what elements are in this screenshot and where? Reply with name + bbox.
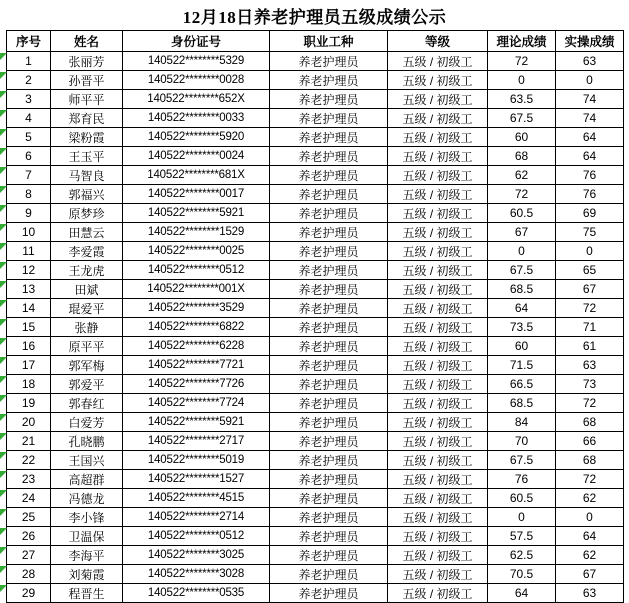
cell-practice: 65 — [556, 261, 624, 280]
cell-name: 孔晓鹏 — [51, 432, 123, 451]
cell-name: 王龙虎 — [51, 261, 123, 280]
table-row — [7, 337, 624, 356]
cell-theory: 68.5 — [488, 394, 556, 413]
cell-job: 养老护理员 — [270, 204, 388, 223]
cell-job: 养老护理员 — [270, 261, 388, 280]
cell-job: 养老护理员 — [270, 546, 388, 565]
cell-index: 4 — [7, 109, 51, 128]
cell-theory: 62.5 — [488, 546, 556, 565]
table-row — [7, 242, 624, 261]
cell-level: 五级 / 初级工 — [388, 204, 488, 223]
cell-practice: 0 — [556, 242, 624, 261]
cell-practice: 76 — [556, 166, 624, 185]
cell-level: 五级 / 初级工 — [388, 71, 488, 90]
cell-index: 3 — [7, 90, 51, 109]
table-row — [7, 546, 624, 565]
cell-job: 养老护理员 — [270, 489, 388, 508]
cell-index: 21 — [7, 432, 51, 451]
cell-name: 张丽芳 — [51, 52, 123, 71]
cell-index: 24 — [7, 489, 51, 508]
table-row — [7, 128, 624, 147]
cell-name: 郭军梅 — [51, 356, 123, 375]
cell-level: 五级 / 初级工 — [388, 109, 488, 128]
cell-index: 16 — [7, 337, 51, 356]
cell-practice: 0 — [556, 71, 624, 90]
table-header — [7, 31, 624, 52]
cell-job: 养老护理员 — [270, 527, 388, 546]
cell-index: 12 — [7, 261, 51, 280]
table-row — [7, 71, 624, 90]
cell-level: 五级 / 初级工 — [388, 527, 488, 546]
cell-level: 五级 / 初级工 — [388, 565, 488, 584]
cell-practice: 76 — [556, 185, 624, 204]
cell-level: 五级 / 初级工 — [388, 223, 488, 242]
results-table — [6, 30, 624, 603]
cell-name: 李小锋 — [51, 508, 123, 527]
cell-id: 140522********3025 — [123, 546, 270, 565]
cell-level: 五级 / 初级工 — [388, 375, 488, 394]
table-row — [7, 318, 624, 337]
table-row — [7, 52, 624, 71]
table-row — [7, 489, 624, 508]
cell-level: 五级 / 初级工 — [388, 185, 488, 204]
cell-level: 五级 / 初级工 — [388, 451, 488, 470]
cell-level: 五级 / 初级工 — [388, 280, 488, 299]
cell-theory: 64 — [488, 584, 556, 603]
table-row — [7, 166, 624, 185]
cell-name: 卫温保 — [51, 527, 123, 546]
cell-id: 140522********2714 — [123, 508, 270, 527]
table-row — [7, 413, 624, 432]
document-title-row — [0, 0, 629, 30]
table-row — [7, 90, 624, 109]
cell-job: 养老护理员 — [270, 432, 388, 451]
cell-job: 养老护理员 — [270, 413, 388, 432]
cell-name: 高超群 — [51, 470, 123, 489]
cell-practice: 64 — [556, 128, 624, 147]
cell-practice: 68 — [556, 413, 624, 432]
cell-name: 原梦珍 — [51, 204, 123, 223]
cell-id: 140522********5920 — [123, 128, 270, 147]
cell-id: 140522********0512 — [123, 261, 270, 280]
cell-index: 9 — [7, 204, 51, 223]
cell-job: 养老护理员 — [270, 584, 388, 603]
cell-index: 20 — [7, 413, 51, 432]
cell-practice: 64 — [556, 147, 624, 166]
cell-job: 养老护理员 — [270, 185, 388, 204]
page-title: 12月18日养老护理员五级成绩公示 — [182, 7, 447, 27]
cell-level: 五级 / 初级工 — [388, 128, 488, 147]
cell-index: 17 — [7, 356, 51, 375]
cell-job: 养老护理员 — [270, 90, 388, 109]
cell-name: 冯德龙 — [51, 489, 123, 508]
cell-name: 程晋生 — [51, 584, 123, 603]
cell-job: 养老护理员 — [270, 375, 388, 394]
table-body — [7, 52, 624, 603]
table-row — [7, 508, 624, 527]
cell-index: 18 — [7, 375, 51, 394]
cell-id: 140522********0535 — [123, 584, 270, 603]
cell-id: 140522********0017 — [123, 185, 270, 204]
cell-index: 6 — [7, 147, 51, 166]
cell-id: 140522********7726 — [123, 375, 270, 394]
cell-theory: 62 — [488, 166, 556, 185]
cell-theory: 0 — [488, 71, 556, 90]
cell-name: 张静 — [51, 318, 123, 337]
cell-theory: 84 — [488, 413, 556, 432]
cell-practice: 66 — [556, 432, 624, 451]
cell-level: 五级 / 初级工 — [388, 546, 488, 565]
cell-job: 养老护理员 — [270, 470, 388, 489]
cell-level: 五级 / 初级工 — [388, 584, 488, 603]
cell-practice: 64 — [556, 527, 624, 546]
cell-name: 马智良 — [51, 166, 123, 185]
cell-name: 田斌 — [51, 280, 123, 299]
cell-id: 140522********5921 — [123, 204, 270, 223]
cell-practice: 74 — [556, 109, 624, 128]
cell-job: 养老护理员 — [270, 508, 388, 527]
cell-id: 140522********7724 — [123, 394, 270, 413]
cell-job: 养老护理员 — [270, 337, 388, 356]
cell-index: 23 — [7, 470, 51, 489]
table-row — [7, 394, 624, 413]
cell-practice: 61 — [556, 337, 624, 356]
cell-index: 22 — [7, 451, 51, 470]
cell-index: 13 — [7, 280, 51, 299]
cell-practice: 67 — [556, 565, 624, 584]
cell-name: 刘菊霞 — [51, 565, 123, 584]
cell-level: 五级 / 初级工 — [388, 356, 488, 375]
cell-practice: 71 — [556, 318, 624, 337]
cell-practice: 63 — [556, 52, 624, 71]
cell-level: 五级 / 初级工 — [388, 508, 488, 527]
cell-index: 7 — [7, 166, 51, 185]
cell-practice: 62 — [556, 489, 624, 508]
cell-theory: 72 — [488, 185, 556, 204]
cell-practice: 69 — [556, 204, 624, 223]
cell-job: 养老护理员 — [270, 71, 388, 90]
cell-id: 140522********6822 — [123, 318, 270, 337]
cell-theory: 68 — [488, 147, 556, 166]
cell-name: 郑育民 — [51, 109, 123, 128]
table-row — [7, 356, 624, 375]
table-header-row — [7, 31, 624, 52]
cell-index: 2 — [7, 71, 51, 90]
cell-job: 养老护理员 — [270, 451, 388, 470]
table-row — [7, 565, 624, 584]
table-row — [7, 527, 624, 546]
table-row — [7, 584, 624, 603]
cell-job: 养老护理员 — [270, 147, 388, 166]
cell-theory: 60.5 — [488, 489, 556, 508]
cell-index: 10 — [7, 223, 51, 242]
cell-name: 王国兴 — [51, 451, 123, 470]
cell-index: 15 — [7, 318, 51, 337]
cell-practice: 72 — [556, 394, 624, 413]
cell-theory: 73.5 — [488, 318, 556, 337]
cell-practice: 63 — [556, 356, 624, 375]
cell-practice: 63 — [556, 584, 624, 603]
cell-practice: 67 — [556, 280, 624, 299]
column-header-name: 姓名 — [51, 31, 123, 52]
cell-job: 养老护理员 — [270, 128, 388, 147]
cell-theory: 60 — [488, 128, 556, 147]
cell-theory: 57.5 — [488, 527, 556, 546]
cell-index: 29 — [7, 584, 51, 603]
table-row — [7, 223, 624, 242]
cell-name: 琨爱平 — [51, 299, 123, 318]
cell-level: 五级 / 初级工 — [388, 394, 488, 413]
cell-job: 养老护理员 — [270, 356, 388, 375]
cell-practice: 72 — [556, 470, 624, 489]
cell-practice: 0 — [556, 508, 624, 527]
cell-theory: 60.5 — [488, 204, 556, 223]
cell-level: 五级 / 初级工 — [388, 318, 488, 337]
cell-job: 养老护理员 — [270, 242, 388, 261]
cell-theory: 67.5 — [488, 261, 556, 280]
cell-name: 郭春红 — [51, 394, 123, 413]
cell-theory: 67.5 — [488, 109, 556, 128]
column-header-practice: 实操成绩 — [556, 31, 624, 52]
table-row — [7, 261, 624, 280]
cell-theory: 63.5 — [488, 90, 556, 109]
cell-theory: 70.5 — [488, 565, 556, 584]
cell-id: 140522********2717 — [123, 432, 270, 451]
cell-index: 14 — [7, 299, 51, 318]
cell-level: 五级 / 初级工 — [388, 489, 488, 508]
cell-name: 田慧云 — [51, 223, 123, 242]
cell-id: 140522********5329 — [123, 52, 270, 71]
table-row — [7, 109, 624, 128]
table-row — [7, 299, 624, 318]
cell-index: 5 — [7, 128, 51, 147]
cell-name: 郭爱平 — [51, 375, 123, 394]
cell-name: 原平平 — [51, 337, 123, 356]
cell-job: 养老护理员 — [270, 565, 388, 584]
cell-name: 梁粉霞 — [51, 128, 123, 147]
cell-name: 郭福兴 — [51, 185, 123, 204]
table-row — [7, 375, 624, 394]
cell-id: 140522********001X — [123, 280, 270, 299]
cell-index: 8 — [7, 185, 51, 204]
table-row — [7, 147, 624, 166]
cell-id: 140522********7721 — [123, 356, 270, 375]
cell-job: 养老护理员 — [270, 318, 388, 337]
cell-id: 140522********0024 — [123, 147, 270, 166]
cell-index: 11 — [7, 242, 51, 261]
cell-job: 养老护理员 — [270, 166, 388, 185]
cell-id: 140522********3529 — [123, 299, 270, 318]
cell-job: 养老护理员 — [270, 223, 388, 242]
cell-name: 白爱芳 — [51, 413, 123, 432]
cell-name: 李海平 — [51, 546, 123, 565]
cell-level: 五级 / 初级工 — [388, 337, 488, 356]
cell-name: 师平平 — [51, 90, 123, 109]
cell-id: 140522********681X — [123, 166, 270, 185]
cell-name: 李爱霞 — [51, 242, 123, 261]
cell-level: 五级 / 初级工 — [388, 166, 488, 185]
cell-job: 养老护理员 — [270, 280, 388, 299]
cell-job: 养老护理员 — [270, 109, 388, 128]
cell-id: 140522********0025 — [123, 242, 270, 261]
cell-index: 1 — [7, 52, 51, 71]
cell-practice: 72 — [556, 299, 624, 318]
cell-level: 五级 / 初级工 — [388, 90, 488, 109]
cell-id: 140522********0512 — [123, 527, 270, 546]
cell-theory: 64 — [488, 299, 556, 318]
table-row — [7, 432, 624, 451]
table-row — [7, 185, 624, 204]
cell-id: 140522********1527 — [123, 470, 270, 489]
cell-id: 140522********5921 — [123, 413, 270, 432]
cell-theory: 76 — [488, 470, 556, 489]
cell-id: 140522********0028 — [123, 71, 270, 90]
cell-theory: 71.5 — [488, 356, 556, 375]
cell-level: 五级 / 初级工 — [388, 147, 488, 166]
cell-level: 五级 / 初级工 — [388, 432, 488, 451]
cell-practice: 62 — [556, 546, 624, 565]
cell-practice: 68 — [556, 451, 624, 470]
cell-level: 五级 / 初级工 — [388, 261, 488, 280]
cell-id: 140522********1529 — [123, 223, 270, 242]
cell-index: 19 — [7, 394, 51, 413]
cell-job: 养老护理员 — [270, 299, 388, 318]
cell-theory: 66.5 — [488, 375, 556, 394]
cell-practice: 75 — [556, 223, 624, 242]
cell-practice: 74 — [556, 90, 624, 109]
cell-job: 养老护理员 — [270, 394, 388, 413]
cell-theory: 70 — [488, 432, 556, 451]
column-header-level: 等级 — [388, 31, 488, 52]
table-row — [7, 451, 624, 470]
table-row — [7, 470, 624, 489]
cell-level: 五级 / 初级工 — [388, 52, 488, 71]
cell-level: 五级 / 初级工 — [388, 242, 488, 261]
cell-name: 王玉平 — [51, 147, 123, 166]
cell-id: 140522********6228 — [123, 337, 270, 356]
cell-theory: 67.5 — [488, 451, 556, 470]
cell-index: 27 — [7, 546, 51, 565]
cell-job: 养老护理员 — [270, 52, 388, 71]
cell-theory: 0 — [488, 508, 556, 527]
cell-theory: 0 — [488, 242, 556, 261]
cell-id: 140522********3028 — [123, 565, 270, 584]
cell-level: 五级 / 初级工 — [388, 413, 488, 432]
cell-id: 140522********0033 — [123, 109, 270, 128]
cell-theory: 67 — [488, 223, 556, 242]
cell-level: 五级 / 初级工 — [388, 299, 488, 318]
column-header-id: 身份证号 — [123, 31, 270, 52]
cell-index: 26 — [7, 527, 51, 546]
cell-name: 孙晋平 — [51, 71, 123, 90]
column-header-job: 职业工种 — [270, 31, 388, 52]
cell-id: 140522********5019 — [123, 451, 270, 470]
table-row — [7, 280, 624, 299]
cell-index: 28 — [7, 565, 51, 584]
cell-theory: 68.5 — [488, 280, 556, 299]
cell-practice: 73 — [556, 375, 624, 394]
cell-theory: 72 — [488, 52, 556, 71]
cell-level: 五级 / 初级工 — [388, 470, 488, 489]
cell-index: 25 — [7, 508, 51, 527]
column-header-index: 序号 — [7, 31, 51, 52]
cell-theory: 60 — [488, 337, 556, 356]
cell-id: 140522********652X — [123, 90, 270, 109]
column-header-theory: 理论成绩 — [488, 31, 556, 52]
table-row — [7, 204, 624, 223]
cell-id: 140522********4515 — [123, 489, 270, 508]
